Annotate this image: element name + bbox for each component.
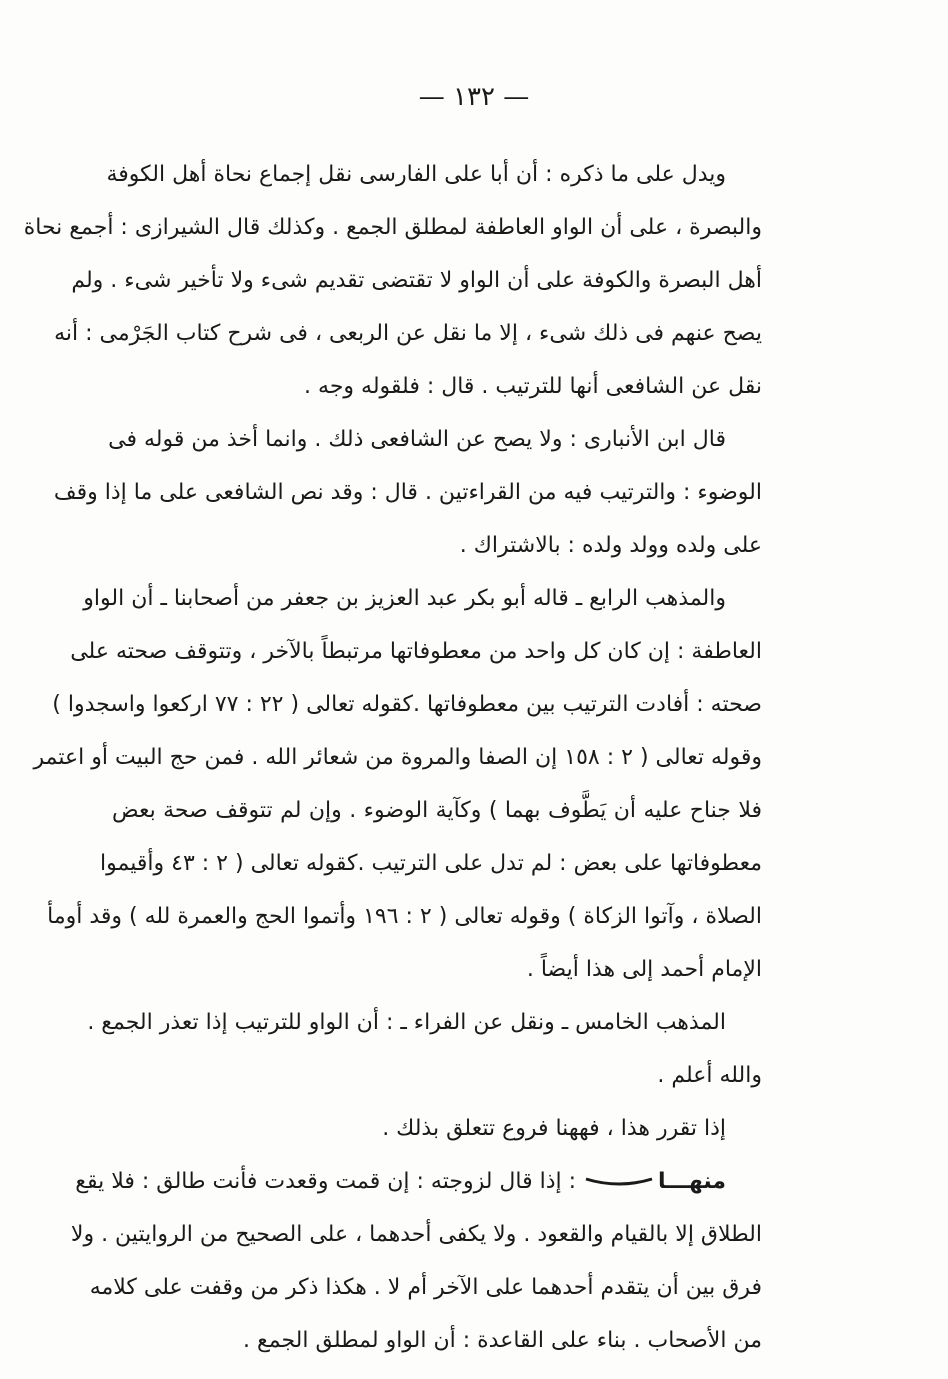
text-line: على ولده وولد ولده : بالاشتراك . <box>459 533 762 558</box>
text-line: والله أعلم . <box>657 1063 762 1088</box>
text-line: الإمام أحمد إلى هذا أيضاً . <box>526 957 762 982</box>
text-line: وقوله تعالى ( ٢ : ١٥٨ إن الصفا والمروة من شعائر الله . فمن حج البيت أو اعتمر <box>33 745 762 770</box>
page-number: — ١٣٢ — <box>418 82 530 112</box>
text-line: نقل عن الشافعى أنها للترتيب . قال : فلقوله وجه . <box>304 374 762 399</box>
text-line: إذا تقرر هذا ، فههنا فروع تتعلق بذلك . <box>382 1116 726 1141</box>
paragraph-5 <box>112 1102 762 1155</box>
text-line: من الأصحاب . بناء على القاعدة : أن الواو لمطلق الجمع . <box>243 1328 762 1353</box>
text-line: الوضوء : والترتيب فيه من القراءتين . قال : وقد نص الشافعى على ما إذا وقف <box>53 480 762 505</box>
text-line: فرق بين أن يتقدم أحدهما على الآخر أم لا . هكذا ذكر من وقفت على كلامه <box>89 1275 762 1300</box>
paragraph-6 <box>70 1155 762 1367</box>
text-line: : إذا قال لزوجته : إن قمت وقعدت فأنت طالق : فلا يقع <box>75 1169 577 1194</box>
text-line: والبصرة ، على أن الواو العاطفة لمطلق الجمع . وكذلك قال الشيرازى : أجمع نحاة <box>23 215 762 240</box>
heading-underline-mark <box>584 1175 654 1189</box>
text-line: والمذهب الرابع ـ قاله أبو بكر عبد العزيز بن جعفر من أصحابنا ـ أن الواو <box>83 586 726 611</box>
text-line: العاطفة : إن كان كل واحد من معطوفاتها مرتبطاً بالآخر ، وتتوقف صحته على <box>70 639 762 664</box>
text-line: فلا جناح عليه أن يَطَّوف بهما ) وكآية الوضوء . وإن لم تتوقف صحة بعض <box>112 798 762 823</box>
text-line: الصلاة ، وآتوا الزكاة ) وقوله تعالى ( ٢ : ١٩٦ وأتموا الحج والعمرة لله ) وقد أومأ <box>47 904 762 929</box>
paragraph-2 <box>53 413 762 572</box>
text-line: قال ابن الأنبارى : ولا يصح عن الشافعى ذلك . وانما أخذ من قوله فى <box>108 427 726 452</box>
paragraph-1 <box>23 148 762 413</box>
body-text <box>23 148 762 1367</box>
text-line: ويدل على ما ذكره : أن أبا على الفارسى نقل إجماع نحاة أهل الكوفة <box>106 162 726 187</box>
paragraph-4 <box>87 996 762 1102</box>
text-line: الطلاق إلا بالقيام والقعود . ولا يكفى أحدهما ، على الصحيح من الروايتين . ولا <box>70 1222 762 1247</box>
paragraph-3 <box>33 572 762 996</box>
text-line: أهل البصرة والكوفة على أن الواو لا تقتضى تقديم شىء ولا تأخير شىء . ولم <box>71 268 762 293</box>
text-line: صحته : أفادت الترتيب بين معطوفاتها .كقوله تعالى ( ٢٢ : ٧٧ اركعوا واسجدوا ) <box>52 692 762 717</box>
text-line: معطوفاتها على بعض : لم تدل على الترتيب .كقوله تعالى ( ٢ : ٤٣ وأقيموا <box>100 851 762 876</box>
text-line: المذهب الخامس ـ ونقل عن الفراء ـ : أن الواو للترتيب إذا تعذر الجمع . <box>87 1010 726 1035</box>
text-line-with-heading <box>75 1155 762 1208</box>
text-line: يصح عنهم فى ذلك شىء ، إلا ما نقل عن الربعى ، فى شرح كتاب الجَرْمى : أنه <box>54 321 762 346</box>
section-heading: منهـــا <box>658 1169 726 1194</box>
